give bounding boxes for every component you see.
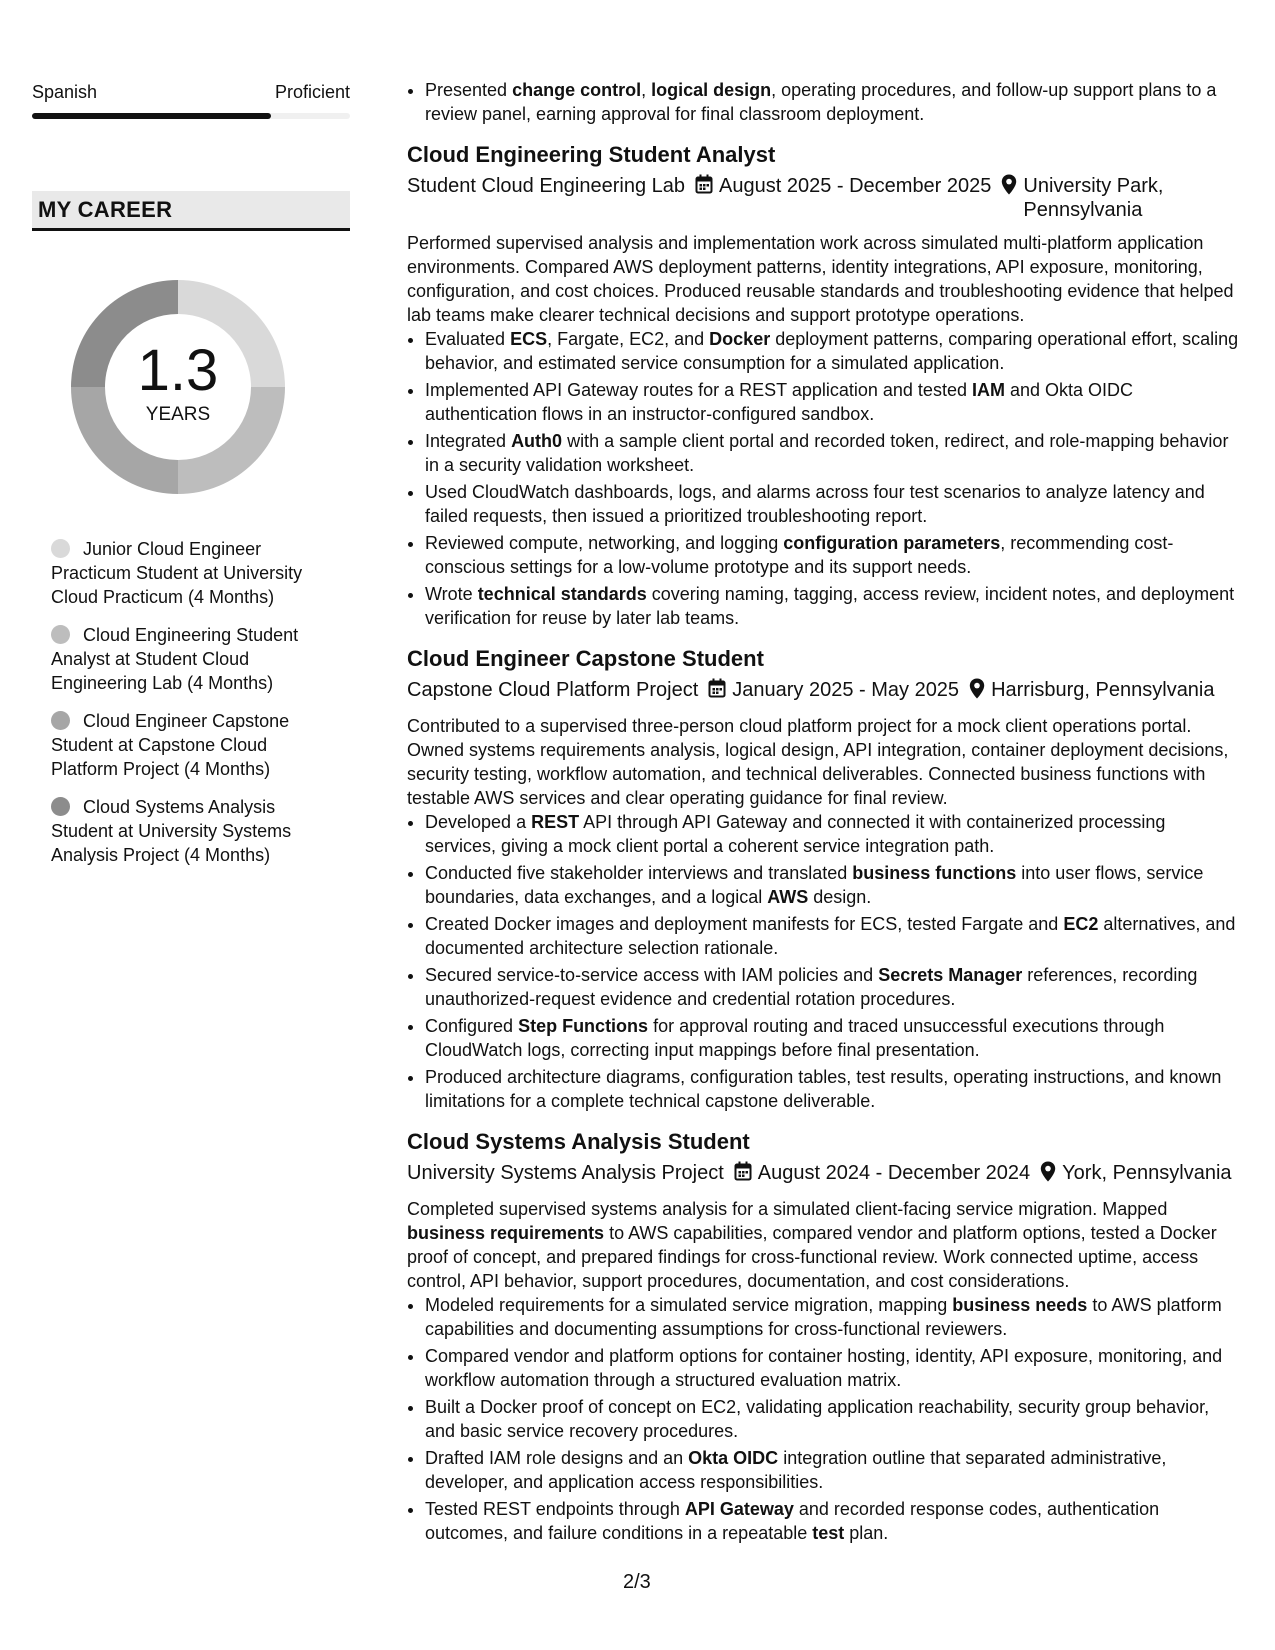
donut-unit: YEARS (145, 404, 211, 425)
bullet-item: • Implemented API Gateway routes for a REST application and tested IAM and Okta OIDC authentication flows in an instructor-configured sandbox. (425, 378, 1239, 426)
language-row (32, 82, 350, 103)
bullet-item: • Integrated Auth0 with a sample client portal and recorded token, redirect, and role-mapping behavior in a security validation worksheet. (425, 429, 1239, 477)
job-description: Contributed to a supervised three-person cloud platform project for a mock client operations portal. Owned systems requirements analysis, logical design, API integration, container deployment decisions, security testing, workflow automation, and technical deliverables. Connected business functions with testable AWS services and clear operating guidance for final review. (407, 716, 1229, 808)
bullet-item: • Compared vendor and platform options for container hosting, identity, API exposure, monitoring, and workflow automation through a structured evaluation matrix. (425, 1344, 1239, 1392)
job-entry (407, 1127, 1239, 1545)
bullet-item: • Drafted IAM role designs and an Okta OIDC integration outline that separated administrative, developer, and application access responsibilities. (425, 1446, 1239, 1494)
job-location: University Park, Pennsylvania (1023, 175, 1164, 221)
job-location: York, Pennsylvania (1062, 1162, 1232, 1184)
job-meta (407, 174, 1239, 222)
legend-item (51, 795, 331, 867)
job-dates: August 2025 - December 2025 (719, 175, 992, 197)
career-section-heading: MY CAREER (32, 191, 350, 231)
job-meta (407, 1161, 1239, 1188)
job-bullet-list (407, 327, 1239, 630)
job-meta (407, 678, 1239, 705)
job-company: Capstone Cloud Platform Project (407, 679, 699, 701)
job-entry (407, 644, 1239, 1113)
bullet-item: • Created Docker images and deployment manifests for ECS, tested Fargate and EC2 alternatives, and documented architecture selection rationale. (425, 912, 1239, 960)
legend-dot-icon (51, 625, 70, 644)
location-pin-icon (1001, 174, 1017, 201)
job-description: Completed supervised systems analysis for a simulated client-facing service migration. Mapped business requirements to AWS capabilities, compared vendor and platform options, tested a Docker proof of concept, and prepared findings for cross-functional review. Work connected uptime, access control, API behavior, support procedures, documentation, and cost considerations. (407, 1199, 1217, 1291)
calendar-icon (734, 1161, 752, 1187)
job-bullet-list (407, 810, 1239, 1113)
career-legend (32, 537, 331, 867)
main-content (407, 78, 1239, 1548)
legend-dot-icon (51, 797, 70, 816)
bullet-item: • Reviewed compute, networking, and logging configuration parameters, recommending cost-conscious settings for a low-volume prototype and its support needs. (425, 531, 1239, 579)
legend-item (51, 623, 331, 695)
bullet-item: • Used CloudWatch dashboards, logs, and alarms across four test scenarios to analyze latency and failed requests, then issued a prioritized troubleshooting report. (425, 480, 1239, 528)
calendar-icon (695, 174, 713, 200)
bullet-item: • Evaluated ECS, Fargate, EC2, and Docker deployment patterns, comparing operational effort, scaling behavior, and estimated service consumption for a simulated application. (425, 327, 1239, 375)
donut-value: 1.3 (137, 338, 219, 403)
legend-dot-icon (51, 711, 70, 730)
legend-text: Cloud Engineer Capstone Student at Capstone Cloud Platform Project (4 Months) (51, 711, 290, 779)
legend-item (51, 537, 331, 609)
career-donut-chart (64, 273, 292, 501)
job-bullet-list (407, 1293, 1239, 1545)
bullet-item: • Wrote technical standards covering naming, tagging, access review, incident notes, and deployment verification for reuse by later lab teams. (425, 582, 1239, 630)
sidebar (32, 82, 350, 881)
language-proficiency-bar (32, 113, 350, 119)
bullet-item: • Presented change control, logical design, operating procedures, and follow-up support plans to a review panel, earning approval for final classroom deployment. (425, 78, 1239, 126)
bullet-item: • Produced architecture diagrams, configuration tables, test results, operating instructions, and known limitations for a complete technical capstone deliverable. (425, 1065, 1239, 1113)
job-dates: January 2025 - May 2025 (732, 679, 960, 701)
page-number: 2/3 (623, 1571, 651, 1593)
job-location: Harrisburg, Pennsylvania (991, 679, 1215, 701)
location-pin-icon (1040, 1161, 1056, 1188)
top-bullet-list (407, 78, 1239, 126)
donut-center (64, 273, 292, 501)
bullet-item: • Secured service-to-service access with IAM policies and Secrets Manager references, recording unauthorized-request evidence and credential rotation procedures. (425, 963, 1239, 1011)
legend-item (51, 709, 331, 781)
legend-dot-icon (51, 539, 70, 558)
job-title: Cloud Systems Analysis Student (407, 1129, 750, 1154)
bullet-item: • Configured Step Functions for approval routing and traced unsuccessful executions through CloudWatch logs, correcting input mappings before final presentation. (425, 1014, 1239, 1062)
job-description: Performed supervised analysis and implementation work across simulated multi-platform application environments. Compared AWS deployment patterns, identity integrations, API exposure, monitoring, configuration, and cost choices. Produced reusable standards and troubleshooting evidence that helped lab teams make clearer technical decisions and support prototype operations. (407, 233, 1234, 325)
job-title: Cloud Engineering Student Analyst (407, 142, 776, 167)
language-level: Proficient (274, 82, 350, 102)
calendar-icon (708, 678, 726, 704)
bullet-item: • Conducted five stakeholder interviews and translated business functions into user flows, service boundaries, data exchanges, and a logical AWS design. (425, 861, 1239, 909)
job-title: Cloud Engineer Capstone Student (407, 646, 764, 671)
location-pin-icon (969, 678, 985, 705)
job-dates: August 2024 - December 2024 (757, 1162, 1031, 1184)
job-company: Student Cloud Engineering Lab (407, 175, 685, 197)
bullet-item: • Tested REST endpoints through API Gateway and recorded response codes, authentication outcomes, and failure conditions in a repeatable test plan. (425, 1497, 1239, 1545)
legend-text: Junior Cloud Engineer Practicum Student at University Cloud Practicum (4 Months) (51, 539, 303, 607)
language-proficiency-fill (32, 113, 271, 119)
legend-text: Cloud Engineering Student Analyst at Student Cloud Engineering Lab (4 Months) (51, 625, 299, 693)
bullet-item: • Developed a REST API through API Gateway and connected it with containerized processing services, giving a mock client portal a coherent service integration path. (425, 810, 1239, 858)
language-name: Spanish (32, 82, 98, 102)
job-company: University Systems Analysis Project (407, 1162, 724, 1184)
bullet-item: • Modeled requirements for a simulated service migration, mapping business needs to AWS platform capabilities and documenting assumptions for cross-functional reviewers. (425, 1293, 1239, 1341)
legend-text: Cloud Systems Analysis Student at University Systems Analysis Project (4 Months) (51, 797, 292, 865)
job-entry (407, 140, 1239, 630)
bullet-item: • Built a Docker proof of concept on EC2, validating application reachability, security group behavior, and basic service recovery procedures. (425, 1395, 1239, 1443)
job-list (407, 140, 1239, 1545)
